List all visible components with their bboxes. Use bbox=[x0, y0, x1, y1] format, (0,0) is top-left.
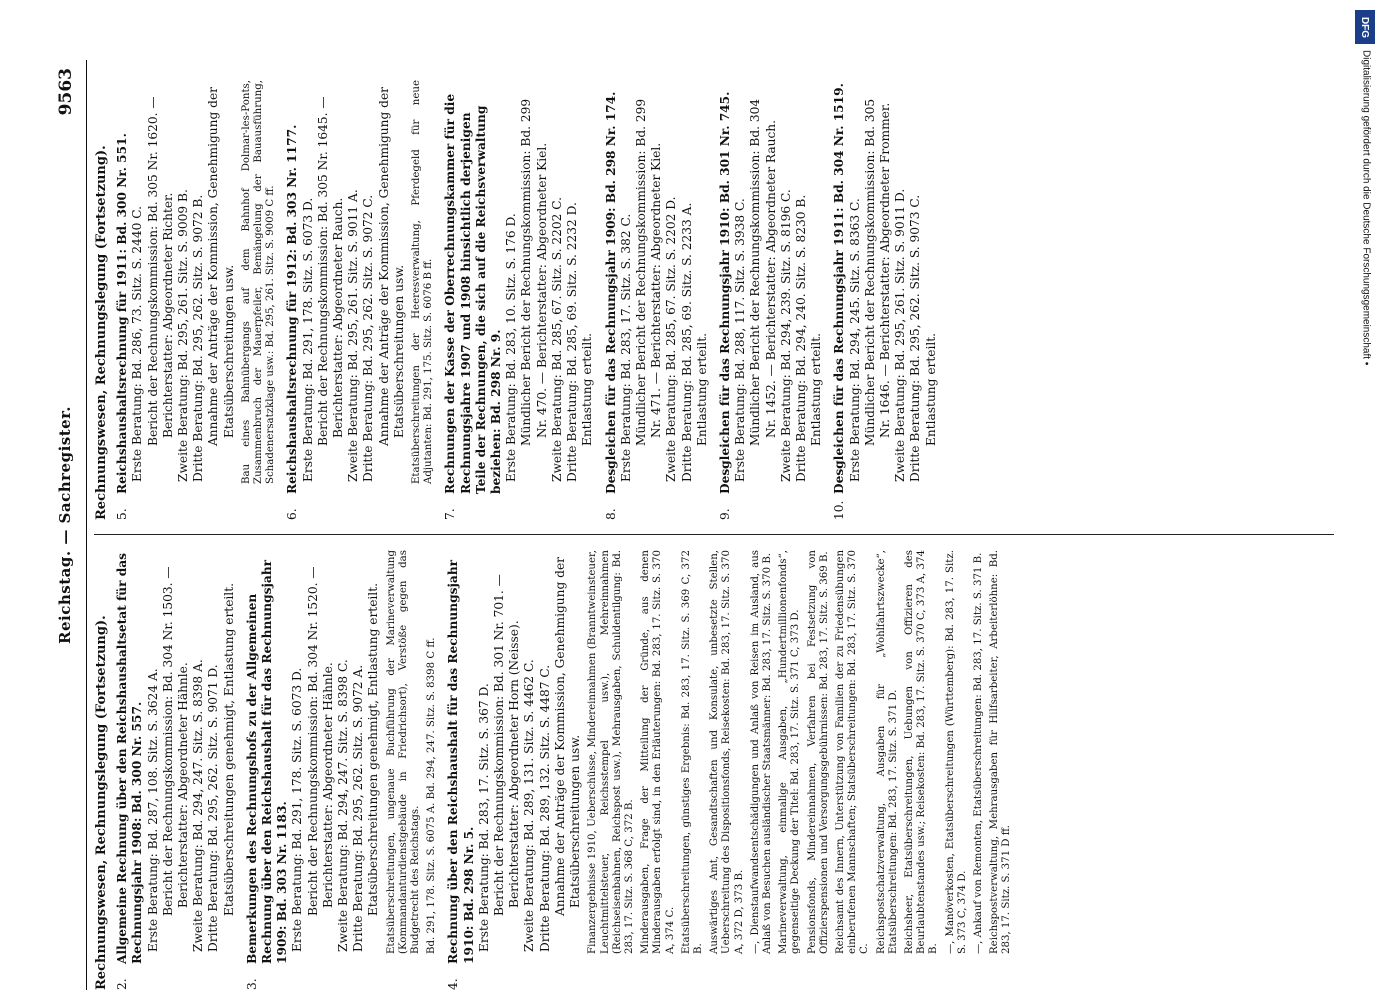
column-heading: Rechnungswesen, Rechnungslegung (Fortsetzung). bbox=[94, 615, 109, 990]
entry-5 bbox=[115, 80, 277, 520]
note-text: Etatsüberschreitungen der Heeresverwaltung, Pferdegeld für neue Adjutanten: Bd. 291, 175. Sitz. S. 6076 B ff. bbox=[411, 80, 435, 484]
note-text: Auswärtiges Amt, Gesandtschaften und Konsulate, unbesetzte Stellen, Ueberschreitung des Dispositionsfonds, Reisekosten: Bd. 283, 17. Sitz. S. 370 A, 372 D, 373 B. bbox=[709, 550, 745, 954]
entry-number: 2. bbox=[115, 978, 130, 990]
entry-6 bbox=[285, 80, 435, 520]
entry-title: Reichshaushaltsrechnung für 1911: Bd. 300 Nr. 551. bbox=[115, 133, 130, 494]
entry-line: Zweite Beratung: Bd. 294, 247. Sitz. S. 8398 A. bbox=[191, 659, 206, 952]
entry-title: Desgleichen für das Rechnungsjahr 1910: Bd. 301 Nr. 745. bbox=[717, 91, 732, 494]
entry-line: Mündlicher Bericht der Rechnungskommission: Bd. 299 Nr. 470. — Berichterstatter: Abgeordneter Kiel. bbox=[519, 98, 549, 446]
note-text: Marineverwaltung, einmalige Ausgaben, „Hundertmillionenfonds“, gegenseitige Deckung der Titel: Bd. 283, 17. Sitz. S. 371 C, 373 D. bbox=[778, 550, 802, 954]
entry-line: Entlastung erteilt. bbox=[923, 332, 938, 446]
entry-10 bbox=[832, 80, 938, 520]
entry-line: Erste Beratung: Bd. 291, 178. Sitz. S. 6073 D. bbox=[290, 667, 305, 952]
entry-number: 8. bbox=[603, 508, 618, 520]
dfg-credit: Digitalisierung gefördert durch die Deutsche Forschungsgemeinschaft • bbox=[1360, 50, 1372, 366]
entry-line: Entlastung erteilt. bbox=[809, 332, 824, 446]
entry-2 bbox=[115, 550, 237, 990]
entry-line: Erste Beratung: Bd. 288, 117. Sitz. S. 3938 C. bbox=[733, 198, 748, 482]
entry-line: Mündlicher Bericht der Rechnungskommission: Bd. 299 Nr. 471. — Berichterstatter: Abgeordneter Kiel. bbox=[633, 98, 664, 446]
entry-line: Dritte Beratung: Bd. 295, 262. Sitz. S. 9071 D. bbox=[206, 664, 221, 952]
note-ref: Bd. 291, 178. Sitz. S. 6075 A. Bd. 294, 247. Sitz. S. 8398 C ff. bbox=[426, 637, 438, 954]
entry-line: Erste Beratung: Bd. 283, 17. Sitz. S. 367 D. bbox=[476, 683, 491, 952]
left-column bbox=[94, 550, 1334, 990]
note-text: Pensionsfonds, Mindereinnahmen, Verfahren bei Festsetzung von Offizierspensionen und Versorgungsgebührnissen: Bd. 283, 17. Sitz. S. 369 B. bbox=[806, 550, 830, 954]
entry-line: Dritte Beratung: Bd. 295, 262. Sitz. S. 9072 C. bbox=[361, 194, 376, 482]
entry-8 bbox=[604, 80, 710, 520]
entry-number: 10. bbox=[832, 500, 847, 520]
note-text: —, Ankauf von Remonten, Etatsüberschreitungen: Bd. 283, 17. Sitz. S. 371 B. bbox=[972, 552, 984, 954]
note-text: Etatsüberschreitungen, ungenaue Buchführung der Marineverwaltung (Kommandanturdienstgebäude in Friedrichsort), Verstöße gegen das Budgetrecht des Reichstags. bbox=[385, 550, 422, 954]
entry-line: Dritte Beratung: Bd. 289, 132. Sitz. S. 4487 C. bbox=[537, 664, 552, 952]
page-number: 9563 bbox=[56, 68, 76, 116]
entry-line: Zweite Beratung: Bd. 294, 239. Sitz. S. 8196 C. bbox=[778, 189, 793, 482]
entry-line: Entlastung erteilt. bbox=[580, 332, 595, 446]
entry-line: Zweite Beratung: Bd. 294, 247. Sitz. S. 8398 C. bbox=[336, 659, 351, 952]
entry-title: Allgemeine Rechnung über den Reichshaushaltsetat für das Rechnungsjahr 1908: Bd. 300 Nr. 557. bbox=[115, 552, 145, 964]
entry-4 bbox=[446, 550, 1013, 990]
entry-3 bbox=[245, 550, 439, 990]
entry-line: Erste Beratung: Bd. 283, 10. Sitz. S. 176 D. bbox=[504, 213, 519, 482]
entry-line: Zweite Beratung: Bd. 295, 261. Sitz. S. 9009 B. bbox=[176, 189, 191, 482]
dfg-logo: DFG bbox=[1355, 10, 1375, 44]
note-text: Reichsheer, Etatsüberschreitungen, Uebungen von Offizieren des Beurlaubtenstandes usw.; Reisekosten: Bd. 283, 17. Sitz. S. 370 C, 373 A, 374 B. bbox=[903, 550, 940, 954]
entry-line: Annahme der Anträge der Kommission, Genehmigung der Etatsüberschreitungen usw. bbox=[376, 86, 406, 446]
entry-line: Bericht der Rechnungskommission: Bd. 301 Nr. 701. — Berichterstatter: Abgeordneter Horn (Neisse). bbox=[492, 574, 522, 916]
entry-title: Desgleichen für das Rechnungsjahr 1909: Bd. 298 Nr. 174. bbox=[603, 91, 618, 494]
entry-title: Reichshaushaltsrechnung für 1912: Bd. 303 Nr. 1177. bbox=[285, 124, 300, 494]
note-text: Finanzergebnisse 1910, Ueberschüsse, Mindereinnahmen (Branntweinsteuer, Leuchtmittelsteuer, Reichsstempel usw.), Mehreinnahmen (Reichseisenbahnen, Reichspost usw.), Mehrausgaben, Schuldentilgung: Bd. 283, 17. Sitz. S. 368 C, 372 B. bbox=[587, 550, 635, 954]
entry-title: Rechnung über den Reichshaushalt für das Rechnungsjahr 1910: Bd. 298 Nr. 5. bbox=[446, 559, 476, 964]
entry-line: Zweite Beratung: Bd. 285, 67. Sitz. S. 2202 C. bbox=[549, 196, 564, 482]
entry-line: Mündlicher Bericht der Rechnungskommission: Bd. 304 Nr. 1452. — Berichterstatter: Abgeordneter Rauch. bbox=[748, 98, 778, 446]
entry-line: Entlastung erteilt. bbox=[694, 332, 709, 446]
note-text: Etatsüberschreitungen, günstiges Ergebnis: Bd. 283, 17. Sitz. S. 369 C, 372 B. bbox=[680, 550, 704, 954]
column-divider bbox=[94, 534, 1334, 535]
note-text: Minderausgaben, Frage der Mitteilung der Gründe, aus denen Minderausgaben erfolgt sind, in den Erläuterungen: Bd. 283, 17. Sitz. S. 370 A, 374 C. bbox=[640, 550, 676, 954]
column-heading: Rechnungswesen, Rechnungslegung (Fortsetzung). bbox=[94, 145, 109, 520]
entry-line: Etatsüberschreitungen genehmigt, Entlastung erteilt. bbox=[221, 583, 236, 916]
entry-title: Rechnungen der Kasse der Oberrechnungskammer für die Rechnungsjahre 1907 und 1908 hinsichtlich derjenigen Teile der Rechnungen, die sich auf die Reichsverwaltung beziehen: Bd. 298 Nr. 9. bbox=[443, 93, 504, 494]
entry-number: 6. bbox=[285, 508, 300, 520]
rotated-page bbox=[50, 60, 1340, 990]
entry-7 bbox=[443, 80, 595, 520]
entry-title: Desgleichen für das Rechnungsjahr 1911: Bd. 304 Nr. 1519. bbox=[832, 83, 847, 494]
entry-line: Erste Beratung: Bd. 291, 178. Sitz. S. 6073 D. bbox=[300, 197, 315, 482]
entry-line: Bericht der Rechnungskommission: Bd. 305 Nr. 1620. — Berichterstatter: Abgeordneter Richter. bbox=[145, 96, 175, 446]
entry-title: Bemerkungen des Rechnungshofs zu der Allgemeinen Rechnung über den Reichshaushalt für das Rechnungsjahr 1909: Bd. 303 Nr. 1183. bbox=[244, 559, 290, 964]
entry-line: Etatsüberschreitungen genehmigt, Entlastung erteilt. bbox=[366, 583, 381, 916]
entry-line: Erste Beratung: Bd. 287, 108. Sitz. S. 3624 A. bbox=[145, 668, 160, 952]
entry-line: Dritte Beratung: Bd. 294, 240. Sitz. S. 8230 B. bbox=[793, 194, 808, 482]
entry-line: Annahme der Anträge der Kommission, Genehmigung der Etatsüberschreitungen usw. bbox=[552, 556, 583, 916]
entry-line: Dritte Beratung: Bd. 295, 262. Sitz. S. 9072 B. bbox=[191, 194, 206, 482]
note-text: —, Manöverkosten, Etatsüberschreitungen (Württemberg): Bd. 283, 17. Sitz. S. 373 C, 374 D. bbox=[944, 550, 968, 954]
entry-number: 4. bbox=[446, 978, 461, 990]
right-column bbox=[94, 80, 1334, 520]
entry-line: Erste Beratung: Bd. 286, 73. Sitz. S. 2440 C. bbox=[130, 205, 145, 482]
entry-line: Zweite Beratung: Bd. 295, 261. Sitz. S. 9011 A. bbox=[346, 189, 361, 482]
entry-line: Zweite Beratung: Bd. 285, 67. Sitz. S. 2202 D. bbox=[664, 196, 679, 482]
entry-line: Dritte Beratung: Bd. 285, 69. Sitz. S. 2232 D. bbox=[565, 202, 580, 482]
entry-line: Zweite Beratung: Bd. 289, 131. Sitz. S. 4462 C. bbox=[522, 659, 537, 952]
dfg-strip bbox=[1355, 6, 1377, 994]
page-header bbox=[50, 60, 87, 990]
entry-line: Dritte Beratung: Bd. 295, 262. Sitz. S. 9072 A. bbox=[351, 664, 366, 952]
note-text: Reichspostschatzverwaltung, Ausgaben für „Wohlfahrtszwecke“, Etatsüberschreitungen: Bd. 283, 17. Sitz. S. 371 D. bbox=[875, 550, 899, 954]
entry-line: Mündlicher Bericht der Rechnungskommission: Bd. 305 Nr. 1646. — Berichterstatter: Abgeordneter Frommer. bbox=[862, 98, 892, 446]
note-text: —, Dienstaufwandsentschädigungen und Anlaß von Reisen im Ausland, aus Anlaß von Besuchen ausländischer Staatsmänner: Bd. 283, 17. Sitz. S. 370 B. bbox=[749, 550, 773, 954]
note-text: Reichsamt des Innern, Unterstützung von Familien der zu Friedensübungen einberufenen Mannschaften; Statsüberschreitungen: Bd. 283, 17. Sitz. S. 370 C. bbox=[834, 550, 871, 954]
note-text: Reichspostverwaltung, Mehrausgaben für Hilfsarbeiter, Arbeiterlöhne: Bd. 283, 17. Sitz. S. 371 D ff. bbox=[989, 550, 1013, 954]
page-title: Reichstag. — Sachregister. bbox=[56, 406, 74, 644]
entry-line: Dritte Beratung: Bd. 285, 69. Sitz. S. 2233 A. bbox=[679, 202, 694, 482]
entry-line: Annahme der Anträge der Kommission, Genehmigung der Etatsüberschreitungen usw. bbox=[206, 86, 236, 446]
entry-number: 3. bbox=[244, 978, 259, 990]
entry-number: 9. bbox=[717, 508, 732, 520]
note-text: Bau eines Bahnübergangs auf dem Bahnhof Dolmar-les-Ponts, Zusammenbruch der Mauerpfeiler, Bemängelung der Bauausführung, Schadenersatzklage usw.: Bd. 295, 261. Sitz. S. 9009 C ff. bbox=[240, 80, 277, 484]
entry-line: Erste Beratung: Bd. 294, 245. Sitz. S. 8363 C. bbox=[847, 198, 862, 482]
entry-number: 5. bbox=[115, 508, 130, 520]
entry-line: Bericht der Rechnungskommission: Bd. 304 Nr. 1520. — Berichterstatter: Abgeordneter Hähnle. bbox=[305, 566, 335, 916]
entry-line: Bericht der Rechnungskommission: Bd. 304 Nr. 1503. — Berichterstatter: Abgeordneter Hähnle. bbox=[160, 566, 191, 916]
entry-9 bbox=[718, 80, 824, 520]
entry-line: Zweite Beratung: Bd. 295, 261. Sitz. S. 9011 D. bbox=[893, 188, 908, 482]
entry-line: Erste Beratung: Bd. 283, 17. Sitz. S. 382 C. bbox=[618, 213, 633, 482]
entry-line: Bericht der Rechnungskommission: Bd. 305 Nr. 1645. — Berichterstatter: Abgeordneter Rauch. bbox=[315, 96, 346, 446]
entry-number: 7. bbox=[443, 508, 458, 520]
entry-line: Dritte Beratung: Bd. 295, 262. Sitz. S. 9073 C. bbox=[908, 194, 923, 482]
